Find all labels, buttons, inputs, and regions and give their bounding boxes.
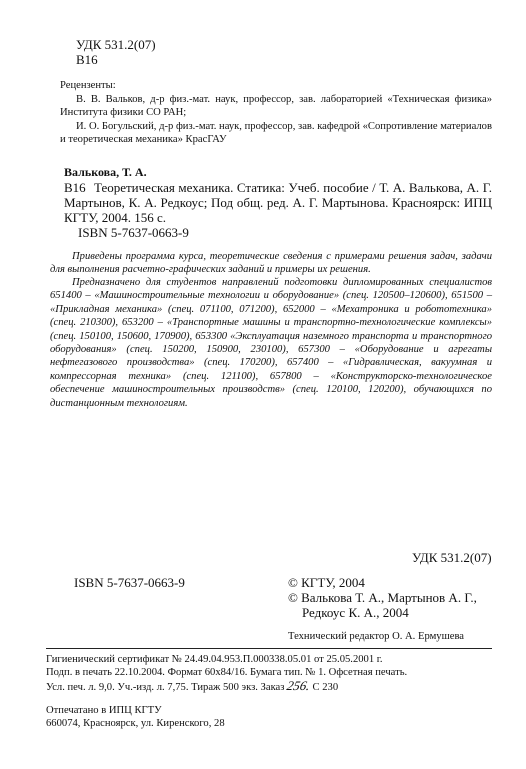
reviewers-heading: Рецензенты:	[60, 80, 116, 91]
abstract-audience: Предназначено для студентов направлений подготовки дипломированных специалистов 651400 – «Машиностроительные технологии и оборудование» (спец. 120500–120600), 651500 – «Прикладная механика» (спец. 071100, 071200), 652000 – «Мехатроника и робототехника» (спец. 210300), 653200 – «Транспортные машины и транспортно-технологические комплексы» (спец. 150100, 150600, 170900), 653300 «Эксплуатация наземного транспорта и транспортного оборудования» (спец. 150200, 150900, 230100), 657300 – «Оборудование и агрегаты нефтегазового производства» (спец. 170200), 657400 – «Гидравлическая, вакуумная и компрессорная техника» (спец. 121100), 657800 – «Конструкторско-технологическое обеспечение машиностроительных производств» (спец. 120100, 120200), обучающихся по дистанционным технологиям.	[50, 277, 492, 409]
copyright-line-1: © КГТУ, 2004	[288, 575, 365, 590]
printer-line-2: 660074, Красноярск, ул. Киренского, 28	[46, 718, 225, 729]
isbn-bottom: ISBN 5-7637-0663-9	[74, 575, 185, 590]
copyright-line-3: Редкоус К. А., 2004	[302, 605, 409, 620]
imprint-run	[46, 679, 338, 694]
udk-top: УДК 531.2(07)	[76, 37, 156, 52]
divider	[46, 648, 492, 649]
reviewer-1: В. В. Вальков, д-р физ.-мат. наук, профессор, зав. лабораторией «Техническая физика» Института физики СО РАН;	[60, 94, 492, 119]
imprint-certificate: Гигиенический сертификат № 24.49.04.953.П.000338.05.01 от 25.05.2001 г.	[46, 654, 383, 665]
abstract-summary: Приведены программа курса, теоретические сведения с примерами решения задач, задачи для выполнения расчетно-графических заданий и примеры их решения.	[50, 251, 492, 276]
udk-bottom: УДК 531.2(07)	[412, 550, 492, 565]
reviewer-2: И. О. Богульский, д-р физ.-мат. наук, профессор, зав. кафедрой «Сопротивление материалов и теоретическая механика» КрасГАУ	[60, 121, 492, 146]
printer-line-1: Отпечатано в ИПЦ КГТУ	[46, 705, 162, 716]
order-number-handwritten: 256.	[285, 678, 312, 693]
technical-editor: Технический редактор О. А. Ермушева	[288, 631, 465, 642]
catalog-isbn: ISBN 5-7637-0663-9	[78, 225, 189, 240]
imprint-run-code: С 230	[312, 682, 339, 693]
imprint-print-date: Подп. в печать 22.10.2004. Формат 60x84/16. Бумага тип. № 1. Офсетная печать.	[46, 667, 408, 678]
author-name: Валькова, Т. А.	[64, 165, 147, 179]
bbk-code: В16	[76, 52, 98, 67]
imprint-run-text: Усл. печ. л. 9,0. Уч.-изд. л. 7,75. Тираж 500 экз. Заказ	[46, 682, 285, 693]
catalog-code: В16	[64, 180, 86, 195]
copyright-line-2: © Валькова Т. А., Мартынов А. Г.,	[288, 590, 477, 605]
catalog-entry: Теоретическая механика. Статика: Учеб. пособие / Т. А. Валькова, А. Г. Мартынов, К. А. Редкоус; Под общ. ред. А. Г. Мартынова. Красноярск: ИПЦ КГТУ, 2004. 156 с.	[64, 180, 492, 225]
